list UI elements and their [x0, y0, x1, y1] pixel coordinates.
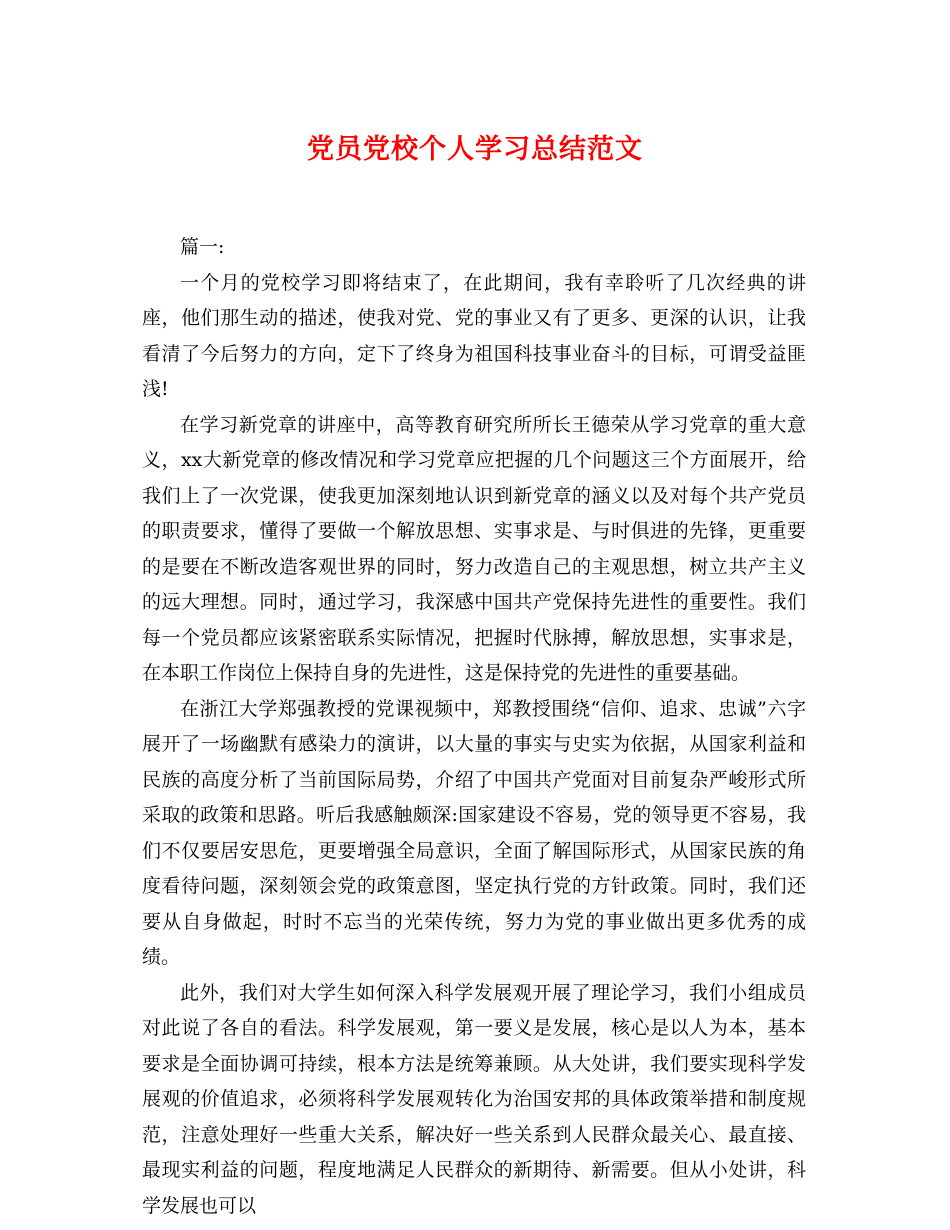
document-body — [142, 230, 806, 1224]
section-heading: 篇一: — [180, 236, 225, 258]
paragraph: 在浙江大学郑强教授的党课视频中，郑教授围绕“信仰、追求、忠诚”六字展开了一场幽默有感染力的演讲，以大量的事实与史实为依据，从国家利益和民族的高度分析了当前国际局势，介绍了中国共产党面对目前复杂严峻形式所采取的政策和思路。听后我感触颇深:国家建设不容易，党的领导更不容易，我们不仅要居安思危，更要增强全局意识，全面了解国际形式，从国家民族的角度看待问题，深刻领会党的政策意图，坚定执行党的方针政策。同时，我们还要从自身做起，时时不忘当的光荣传统，努力为党的事业做出更多优秀的成绩。 — [142, 697, 806, 968]
paragraph: 一个月的党校学习即将结束了，在此期间，我有幸聆听了几次经典的讲座，他们那生动的描述，使我对党、党的事业又有了更多、更深的认识，让我看清了今后努力的方向，定下了终身为祖国科技事业奋斗的目标，可谓受益匪浅! — [142, 271, 806, 400]
paragraph: 此外，我们对大学生如何深入科学发展观开展了理论学习，我们小组成员对此说了各自的看法。科学发展观，第一要义是发展，核心是以人为本，基本要求是全面协调可持续，根本方法是统筹兼顾。从大处讲，我们要实现科学发展观的价值追求，必须将科学发展观转化为治国安邦的具体政策举措和制度规范，注意处理好一些重大关系，解决好一些关系到人民群众最关心、最直接、最现实利益的问题，程度地满足人民群众的新期待、新需要。但从小处讲，科学发展也可以 — [142, 981, 806, 1217]
document-title: 党员党校个人学习总结范文 — [307, 134, 643, 165]
paragraph: 在学习新党章的讲座中，高等教育研究所所长王德荣从学习党章的重大意义，xx大新党章的修改情况和学习党章应把握的几个问题这三个方面展开，给我们上了一次党课，使我更加深刻地认识到新党章的涵义以及对每个共产党员的职责要求，懂得了要做一个解放思想、实事求是、与时俱进的先锋，更重要的是要在不断改造客观世界的同时，努力改造自己的主观思想，树立共产主义的远大理想。同时，通过学习，我深感中国共产党保持先进性的重要性。我们每一个党员都应该紧密联系实际情况，把握时代脉搏，解放思想，实事求是，在本职工作岗位上保持自身的先进性，这是保持党的先进性的重要基础。 — [142, 413, 806, 684]
